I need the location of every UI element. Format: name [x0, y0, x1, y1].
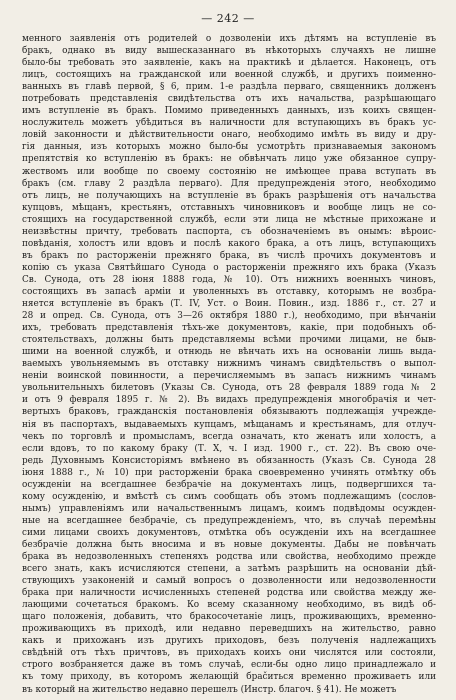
text-line: въ бракъ по расторженіи прежняго брака, въ числѣ прочихъ документовъ и [22, 250, 436, 261]
text-line: ные на всегдашнее безбрачіе, съ предупрежденіемъ, что, въ случаѣ перемѣны [22, 515, 436, 526]
text-line: гія данныя, изъ которыхъ можно было-бы усмотрѣть признаваемыя закономъ [22, 142, 436, 153]
text-line: брака въ недозволенныхъ степеняхъ родства или свойства, необходимо прежде [22, 552, 436, 563]
text-line: строго возбраняется даже въ томъ случаѣ, если-бы одно лицо принадлежало и [22, 660, 436, 671]
text-line: лицъ, состоящихъ на гражданской или военной службѣ, и другихъ поименно- [22, 70, 436, 81]
text-line: менного заявленія отъ родителей о дозволеніи ихъ дѣтямъ на вступленіе въ [22, 34, 436, 44]
text-line: сими лицами своихъ документовъ, отмѣтка объ осужденіи ихъ на всегдашнее [22, 527, 436, 538]
text-line: купцовъ, мѣщанъ, крестьянъ, отставныхъ чиновниковъ и вообще лицъ не со- [22, 202, 436, 213]
text-line: вертыхъ браковъ, гражданскія постановленія обязываютъ подлежащія учрежде- [22, 407, 436, 418]
text-line: имъ вступленіе въ бракъ. Помимо приведенныхъ данныхъ, изъ коихъ священ- [22, 106, 436, 117]
text-line: увольнительныхъ билетовъ (Указы Св. Сунода, отъ 28 февраля 1889 года № 2 [22, 383, 436, 394]
text-line: если вдовъ, то по какому браку (Т. X, ч. I изд. 1900 г., ст. 22). Въ свою оче- [22, 443, 436, 454]
text-line: ваемыхъ увольняемымъ въ отставку нижнимъ чинамъ свидѣтельствъ о выпол- [22, 359, 436, 370]
text-line: ловій законности и дѣйствительности онаго, необходимо имѣть въ виду и дру- [22, 130, 436, 141]
text-line: чекъ по торговлѣ и промысламъ, всегда означать, кто женатъ или холостъ, а [22, 431, 436, 442]
text-line: препятствія ко вступленію въ бракъ: не обвѣнчать лицо уже обязанное супру- [22, 154, 436, 165]
text-line: стоящихъ на государственной службѣ, если эти лица не мѣстные прихожане и [22, 214, 436, 225]
text-line: безбрачіе должна быть вносима и въ новые документы. Дабы не повѣнчать [22, 539, 436, 550]
text-line: бракъ, однако въ виду вышесказаннаго въ нѣкоторыхъ случаяхъ не лишне [22, 46, 436, 57]
text-line: нослужитель можетъ убѣдиться въ наличности для вступающихъ въ бракъ ус- [22, 118, 436, 129]
text-line: бракъ (см. главу 2 раздѣла перваго). Для предупрежденія этого, необходимо [22, 178, 436, 189]
text-line: стоятельствахъ, должны быть представляемы всѣми прочими лицами, не быв- [22, 335, 436, 346]
page-number: — 242 — [201, 12, 255, 25]
text-line: неніи воинской повинности, а перечисляемымъ въ запасъ нижнимъ чинамъ [22, 371, 436, 382]
text-line: нымъ) управленіямъ или начальственнымъ лицамъ, коимъ подвѣдомы осужден- [22, 503, 436, 514]
text-line: было-бы требовать это заявленіе, какъ на практикѣ и дѣлается. Наконецъ, отъ [22, 58, 436, 69]
text-line: ствующихъ узаконеній и самый вопросъ о дозволенности или недозволенности [22, 576, 436, 587]
text-line: повѣданія, холостъ или вдовъ и послѣ какого брака, а отъ лицъ, вступающихъ [22, 238, 436, 249]
text-line: осужденіи на всегдашнее безбрачіе на документахъ лицъ, подвергшихся та- [22, 479, 436, 490]
text-line: состоящихъ въ запасѣ арміи и уволенныхъ въ отставку, которымъ не возбра- [22, 286, 436, 297]
text-line: шими на военной службѣ, и отнюдь не вѣнчать ихъ на основаніи лишь выда- [22, 347, 436, 358]
text-line: Св. Сунода, отъ 28 іюня 1888 года, № 10). Отъ нижнихъ военныхъ чиновъ, [22, 274, 436, 285]
text-line: какъ и прихожанъ изъ другихъ приходовъ, безъ полученія надлежащихъ [22, 636, 436, 647]
text-line: проживающихъ въ приходѣ, или недавно переведшихъ на жительство, равно [22, 624, 436, 635]
text-line: ванныхъ въ главѣ первой, § 6, прим. 1-е раздѣла перваго, священникъ долженъ [22, 82, 436, 93]
text-line: щаго положенія, добавить, что бракосочетаніе лицъ, проживающихъ, временно- [22, 612, 436, 623]
text-line: жествомъ или вообще по своему состоянію не имѣющее права вступать въ [22, 166, 436, 177]
text-line: отъ лицъ, не получающихъ на вступленіе въ бракъ разрѣшенія отъ начальства [22, 190, 436, 201]
text-line: лающими сочетаться бракомъ. Ко всему сказанному необходимо, въ видѣ об- [22, 600, 436, 611]
text-line: неизвѣстны причту, требовать паспорта, съ обозначеніемъ въ онымъ: вѣроис- [22, 226, 436, 237]
text-line: няется вступленіе въ бракъ (Т. IV, Уст. о Воин. Повин., изд. 1886 г., ст. 27 и [22, 299, 436, 310]
text-line: редь Духовнымъ Консисторіямъ вмѣнено въ обязанность (Указъ Св. Сунода 28 [22, 455, 436, 466]
text-line: свѣдѣній отъ тѣхъ причтовъ, въ приходахъ коихъ они числятся или состояли, [22, 648, 436, 659]
text-line: іюня 1888 г., № 10) при расторженіи брака своевременно учинять отмѣтку объ [22, 467, 436, 478]
text-line: брака при наличности исчисленныхъ степеней родства или свойства между же- [22, 588, 436, 599]
text-line: ихъ, требовать представленія тѣхъ-же документовъ, какіе, при подобныхъ об- [22, 323, 436, 334]
text-line: нія въ паспортахъ, выдаваемыхъ купцамъ, мѣщанамъ и крестьянамъ, для отлуч- [22, 419, 436, 430]
text-line: копію съ указа Святѣйшаго Сунода о расторженіи прежняго ихъ брака (Указъ [22, 262, 436, 273]
text-line: 28 и опред. Св. Сунода, отъ 3—26 октября 1880 г.), необходимо, при вѣнчаніи [22, 311, 436, 322]
text-line: кому осужденію, и вмѣстѣ съ симъ сообщать объ этомъ подлежащимъ (сослов- [22, 491, 436, 502]
text-line: къ тому приходу, въ которомъ желающій браčиться временно проживаетъ или [22, 672, 436, 683]
text-line: и отъ 9 февраля 1895 г. № 2). Въ видахъ предупрежденія многобрачія и чет- [22, 395, 436, 406]
text-line: всего знать, какъ исчисляются степени, а затѣмъ разрѣшить на основаніи дѣй- [22, 564, 436, 575]
body-text [22, 33, 436, 696]
text-line: потребовать представленія свидѣтельства отъ ихъ начальства, разрѣшающаго [22, 94, 436, 105]
text-line: въ который на жительство недавно перешелъ (Инстр. благоч. § 41). Не можетъ [22, 684, 397, 695]
